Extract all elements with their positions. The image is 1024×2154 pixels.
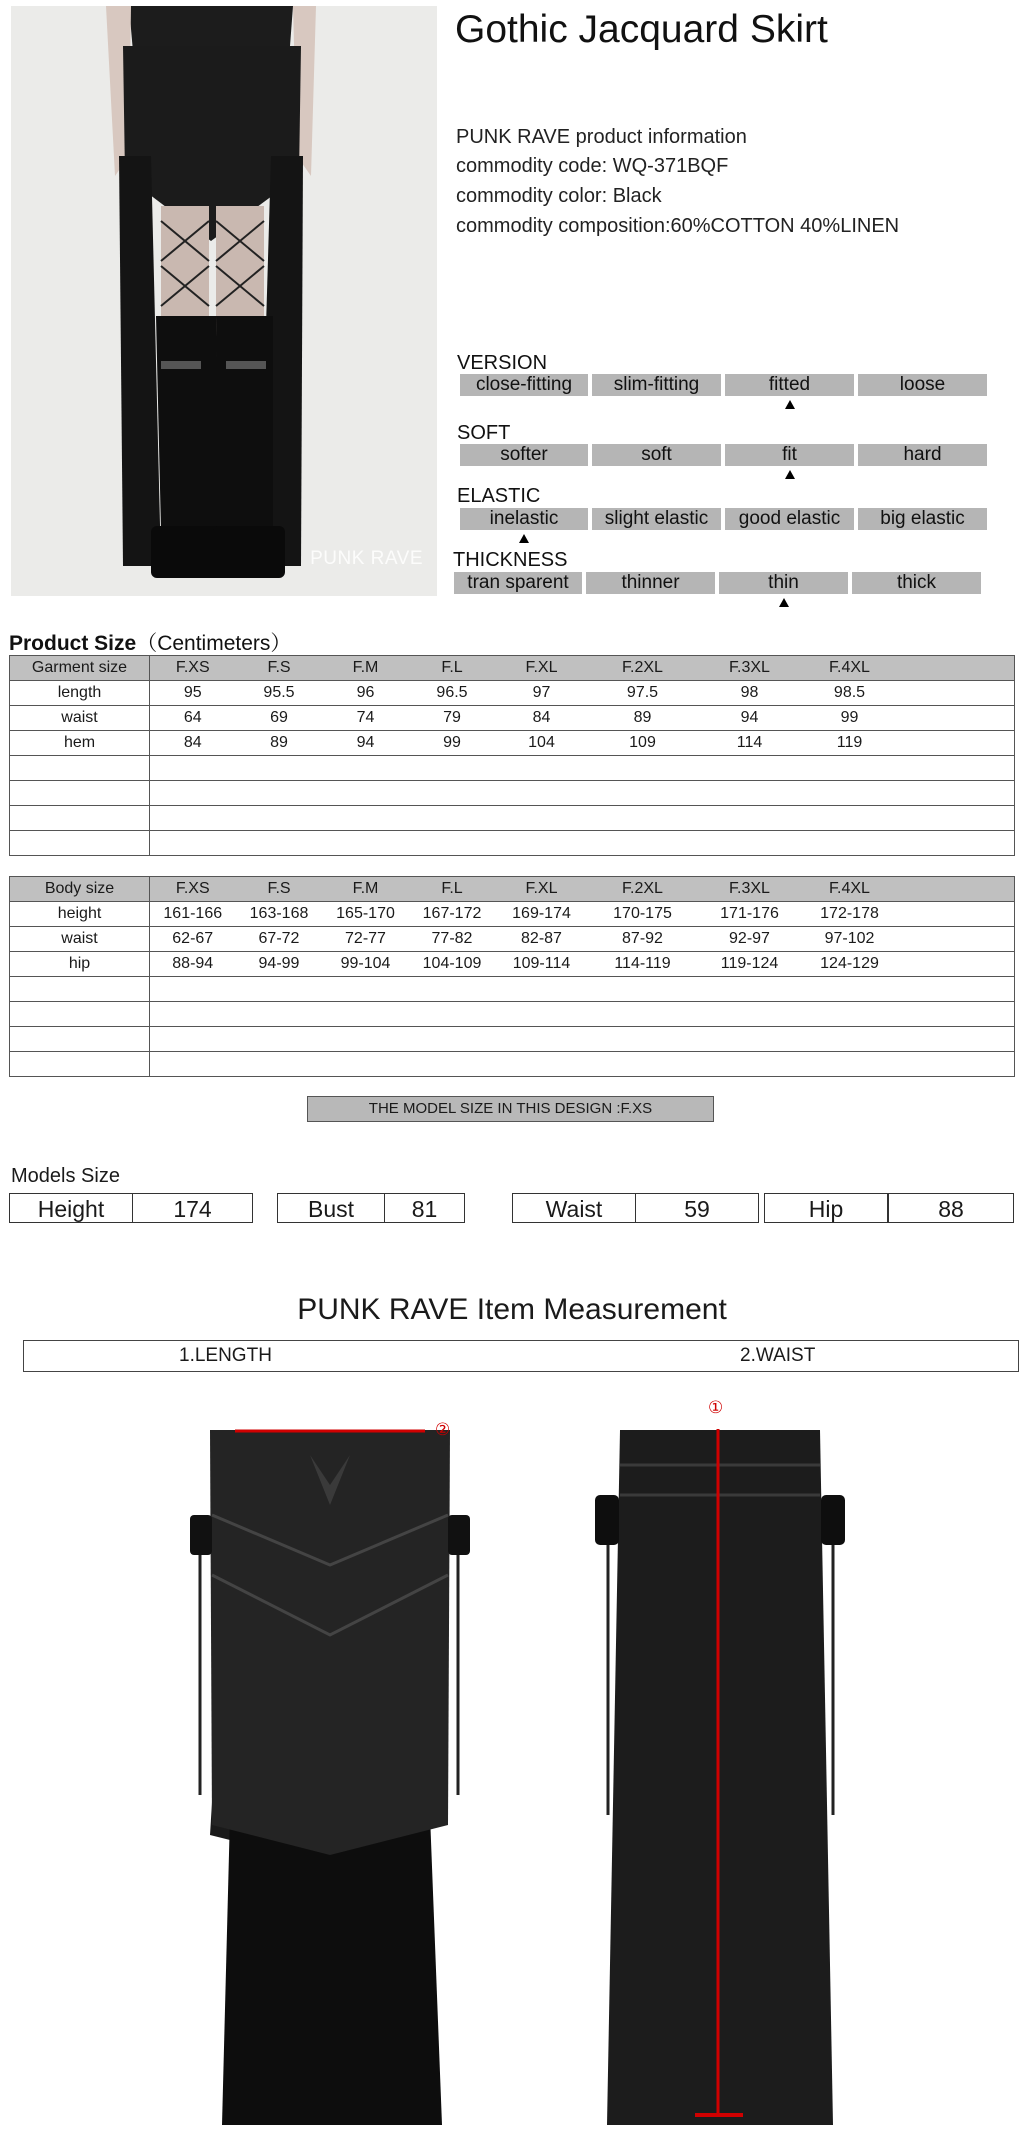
model-value: 81 — [384, 1193, 465, 1223]
table-cell: 84 — [150, 731, 236, 756]
header-cell: Body size — [10, 877, 150, 902]
scale-option: slim-fitting — [592, 374, 721, 396]
header-cell: F.2XL — [588, 656, 698, 681]
scale-option: thick — [852, 572, 981, 594]
header-cell: F.3XL — [698, 877, 802, 902]
header-cell: F.4XL — [802, 877, 898, 902]
body-size-table — [9, 876, 1015, 1077]
scale-option: tran sparent — [454, 572, 582, 594]
table-cell: 98.5 — [802, 681, 898, 706]
table-cell: 72-77 — [323, 927, 409, 952]
table-header-row — [10, 656, 1015, 681]
table-cell: 84 — [496, 706, 588, 731]
header-cell: F.M — [323, 656, 409, 681]
measurement-legend — [23, 1340, 1019, 1372]
table-cell: 96.5 — [409, 681, 496, 706]
empty-row — [10, 1027, 1015, 1052]
header-cell: F.3XL — [698, 656, 802, 681]
table-cell: 109-114 — [496, 952, 588, 977]
table-cell: 104-109 — [409, 952, 496, 977]
table-cell: 92-97 — [698, 927, 802, 952]
table-cell: 69 — [236, 706, 323, 731]
table-cell: 64 — [150, 706, 236, 731]
scale-option: slight elastic — [592, 508, 721, 530]
model-label: Hip — [764, 1193, 888, 1223]
empty-row — [10, 781, 1015, 806]
table-cell: waist — [10, 927, 150, 952]
product-size-unit: （Centimeters） — [136, 632, 292, 655]
table-cell: 94-99 — [236, 952, 323, 977]
skirt-back-illustration — [575, 1415, 865, 2135]
table-cell: 99 — [802, 706, 898, 731]
measurement-title: PUNK RAVE Item Measurement — [297, 1293, 727, 1326]
table-cell: 104 — [496, 731, 588, 756]
attribute-label-version: VERSION — [457, 352, 548, 374]
model-label: Bust — [277, 1193, 385, 1223]
scale-option: fit — [725, 444, 854, 466]
commodity-composition: commodity composition:60%COTTON 40%LINEN — [456, 215, 900, 237]
table-cell: 171-176 — [698, 902, 802, 927]
table-cell: 114-119 — [588, 952, 698, 977]
garment-size-table — [9, 655, 1015, 856]
table-cell: 167-172 — [409, 902, 496, 927]
table-cell: 88-94 — [150, 952, 236, 977]
table-row — [10, 731, 1015, 756]
table-cell: 95 — [150, 681, 236, 706]
model-value: 174 — [132, 1193, 253, 1223]
table-cell: 97 — [496, 681, 588, 706]
empty-row — [10, 1002, 1015, 1027]
header-cell: F.XL — [496, 656, 588, 681]
empty-row — [10, 831, 1015, 856]
header-cell: F.XS — [150, 656, 236, 681]
table-cell: 95.5 — [236, 681, 323, 706]
table-cell: 97-102 — [802, 927, 898, 952]
table-row — [10, 927, 1015, 952]
table-cell: 169-174 — [496, 902, 588, 927]
header-cell: F.S — [236, 656, 323, 681]
table-cell: 114 — [698, 731, 802, 756]
table-cell: 89 — [236, 731, 323, 756]
model-figure-illustration — [11, 6, 437, 596]
table-cell: 74 — [323, 706, 409, 731]
selected-marker-icon — [519, 534, 529, 543]
scale-option: softer — [460, 444, 588, 466]
scale-option: good elastic — [725, 508, 854, 530]
product-photo — [11, 6, 437, 596]
empty-row — [10, 756, 1015, 781]
table-row — [10, 681, 1015, 706]
table-cell: 99-104 — [323, 952, 409, 977]
commodity-code: commodity code: WQ-371BQF — [456, 155, 729, 177]
scale-option: loose — [858, 374, 987, 396]
table-cell: 82-87 — [496, 927, 588, 952]
table-cell: 124-129 — [802, 952, 898, 977]
product-title: Gothic Jacquard Skirt — [455, 8, 828, 51]
header-cell: F.L — [409, 656, 496, 681]
table-cell: 62-67 — [150, 927, 236, 952]
scale-option: inelastic — [460, 508, 588, 530]
table-cell: 170-175 — [588, 902, 698, 927]
model-label: Waist — [512, 1193, 636, 1223]
table-row — [10, 952, 1015, 977]
header-cell: F.4XL — [802, 656, 898, 681]
product-size-heading: Product Size — [9, 632, 137, 655]
callout-length: ① — [708, 1398, 724, 1417]
table-row — [10, 902, 1015, 927]
table-cell: 165-170 — [323, 902, 409, 927]
table-cell: 161-166 — [150, 902, 236, 927]
model-size-note: THE MODEL SIZE IN THIS DESIGN :F.XS — [307, 1096, 714, 1122]
scale-option: big elastic — [858, 508, 987, 530]
empty-row — [10, 977, 1015, 1002]
table-header-row — [10, 877, 1015, 902]
table-cell: 163-168 — [236, 902, 323, 927]
model-value: 59 — [635, 1193, 759, 1223]
models-size-title: Models Size — [11, 1165, 120, 1187]
measurement-label-waist: 2.WAIST — [740, 1345, 816, 1366]
table-cell: 96 — [323, 681, 409, 706]
table-cell: hip — [10, 952, 150, 977]
photo-watermark: PUNK RAVE — [310, 548, 423, 569]
scale-option: hard — [858, 444, 987, 466]
skirt-front-illustration — [180, 1415, 480, 2135]
table-cell: 109 — [588, 731, 698, 756]
table-cell: hem — [10, 731, 150, 756]
table-row — [10, 706, 1015, 731]
attribute-label-soft: SOFT — [457, 422, 511, 444]
header-cell: F.XL — [496, 877, 588, 902]
table-cell: 89 — [588, 706, 698, 731]
empty-row — [10, 806, 1015, 831]
table-cell: 87-92 — [588, 927, 698, 952]
scale-option: thinner — [586, 572, 715, 594]
empty-row — [10, 1052, 1015, 1077]
table-cell: length — [10, 681, 150, 706]
table-cell: 98 — [698, 681, 802, 706]
table-cell: 119-124 — [698, 952, 802, 977]
model-value: 88 — [888, 1193, 1014, 1223]
header-cell: F.2XL — [588, 877, 698, 902]
table-cell: 97.5 — [588, 681, 698, 706]
callout-waist: ② — [435, 1420, 451, 1439]
header-cell: F.M — [323, 877, 409, 902]
table-cell: 119 — [802, 731, 898, 756]
commodity-color: commodity color: Black — [456, 185, 662, 207]
table-cell: height — [10, 902, 150, 927]
product-size-title — [9, 627, 291, 657]
selected-marker-icon — [785, 470, 795, 479]
header-cell: F.XS — [150, 877, 236, 902]
table-cell: 79 — [409, 706, 496, 731]
selected-marker-icon — [785, 400, 795, 409]
table-cell: 77-82 — [409, 927, 496, 952]
table-cell: 172-178 — [802, 902, 898, 927]
scale-option: fitted — [725, 374, 854, 396]
table-cell: 94 — [323, 731, 409, 756]
table-cell: 99 — [409, 731, 496, 756]
header-cell: F.S — [236, 877, 323, 902]
attribute-label-thickness: THICKNESS — [453, 549, 568, 571]
scale-option: soft — [592, 444, 721, 466]
info-heading: PUNK RAVE product information — [456, 126, 747, 148]
header-cell: F.L — [409, 877, 496, 902]
model-label: Height — [9, 1193, 133, 1223]
table-cell: 94 — [698, 706, 802, 731]
table-cell: waist — [10, 706, 150, 731]
scale-option: thin — [719, 572, 848, 594]
header-cell: Garment size — [10, 656, 150, 681]
scale-option: close-fitting — [460, 374, 588, 396]
table-cell: 67-72 — [236, 927, 323, 952]
selected-marker-icon — [779, 598, 789, 607]
measurement-label-length: 1.LENGTH — [179, 1345, 272, 1366]
attribute-label-elastic: ELASTIC — [457, 485, 541, 507]
